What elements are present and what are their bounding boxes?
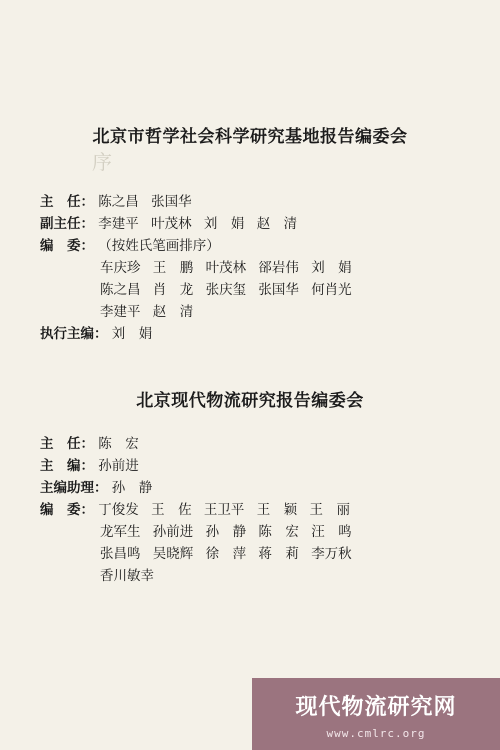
- person-name: 张庆玺: [205, 282, 247, 298]
- person-name: 何肖光: [311, 282, 352, 298]
- person-name: 张昌鸣: [100, 546, 141, 562]
- section2-editor-row: [40, 454, 139, 474]
- members-line: [100, 520, 360, 540]
- section1-exec-row: [40, 322, 152, 342]
- section1-director-row: [40, 190, 200, 210]
- person-name: 孙前进: [152, 524, 194, 540]
- members-line: [100, 564, 162, 584]
- person-name: 肖 龙: [152, 282, 194, 298]
- role-label: 执行主编：: [40, 326, 108, 342]
- members-line: [100, 278, 360, 298]
- person-name: 王 颖: [256, 502, 298, 518]
- person-name: 叶茂林: [205, 260, 247, 276]
- members-line: [100, 542, 360, 562]
- members-line: [100, 300, 201, 320]
- person-name: 陈之昌: [98, 194, 139, 210]
- person-name: 车庆珍: [100, 260, 141, 276]
- section2-director-row: [40, 432, 139, 452]
- person-name: 孙 静: [205, 524, 247, 540]
- role-label: 主 任：: [40, 436, 94, 452]
- person-name: 汪 鸣: [311, 524, 352, 540]
- person-name: 赵 清: [152, 304, 194, 320]
- person-name: 叶茂林: [151, 216, 192, 232]
- section1-title: 北京市哲学社会科学研究基地报告编委会: [92, 127, 408, 147]
- person-name: 李建平: [98, 216, 139, 232]
- section1-vice-row: [40, 212, 305, 232]
- watermark-title: 现代物流研究网: [295, 694, 457, 720]
- members-note: （按姓氏笔画排序）: [98, 238, 220, 254]
- role-label: 副主任：: [40, 216, 94, 232]
- watermark-url: www.cmlrc.org: [326, 727, 426, 740]
- role-label: 编 委：: [40, 238, 94, 254]
- person-name: 刘 娟: [111, 326, 153, 342]
- person-name: 郤岩伟: [258, 260, 299, 276]
- section2-title: 北京现代物流研究报告编委会: [136, 391, 364, 411]
- person-name: 吴晓辉: [152, 546, 194, 562]
- person-name: 王 佐: [151, 502, 192, 518]
- person-name: 李万秋: [311, 546, 352, 562]
- role-label: 主 任：: [40, 194, 94, 210]
- person-name: 王卫平: [203, 502, 245, 518]
- person-name: 王 丽: [309, 502, 350, 518]
- person-name: 赵 清: [256, 216, 298, 232]
- person-name: 刘 娟: [203, 216, 245, 232]
- person-name: 孙 静: [111, 480, 153, 496]
- role-label: 主编助理：: [40, 480, 108, 496]
- person-name: 蒋 莉: [258, 546, 299, 562]
- person-name: 陈之昌: [100, 282, 141, 298]
- person-name: 王 鹏: [152, 260, 194, 276]
- show-through-text: 序: [92, 150, 112, 174]
- person-name: 徐 萍: [205, 546, 247, 562]
- person-name: 李建平: [100, 304, 141, 320]
- person-name: 张国华: [151, 194, 192, 210]
- person-name: 刘 娟: [311, 260, 352, 276]
- person-name: 丁俊发: [98, 502, 139, 518]
- person-name: 陈 宏: [258, 524, 299, 540]
- role-label: 编 委：: [40, 502, 94, 518]
- section2-members-row: [40, 498, 358, 518]
- person-name: 张国华: [258, 282, 299, 298]
- person-name: 孙前进: [98, 458, 139, 474]
- person-name: 龙军生: [100, 524, 141, 540]
- person-name: 陈 宏: [98, 436, 139, 452]
- section2-assistant-row: [40, 476, 152, 496]
- section1-members-row: [40, 234, 220, 254]
- person-name: 香川敏幸: [100, 568, 154, 584]
- members-line: [100, 256, 360, 276]
- role-label: 主 编：: [40, 458, 94, 474]
